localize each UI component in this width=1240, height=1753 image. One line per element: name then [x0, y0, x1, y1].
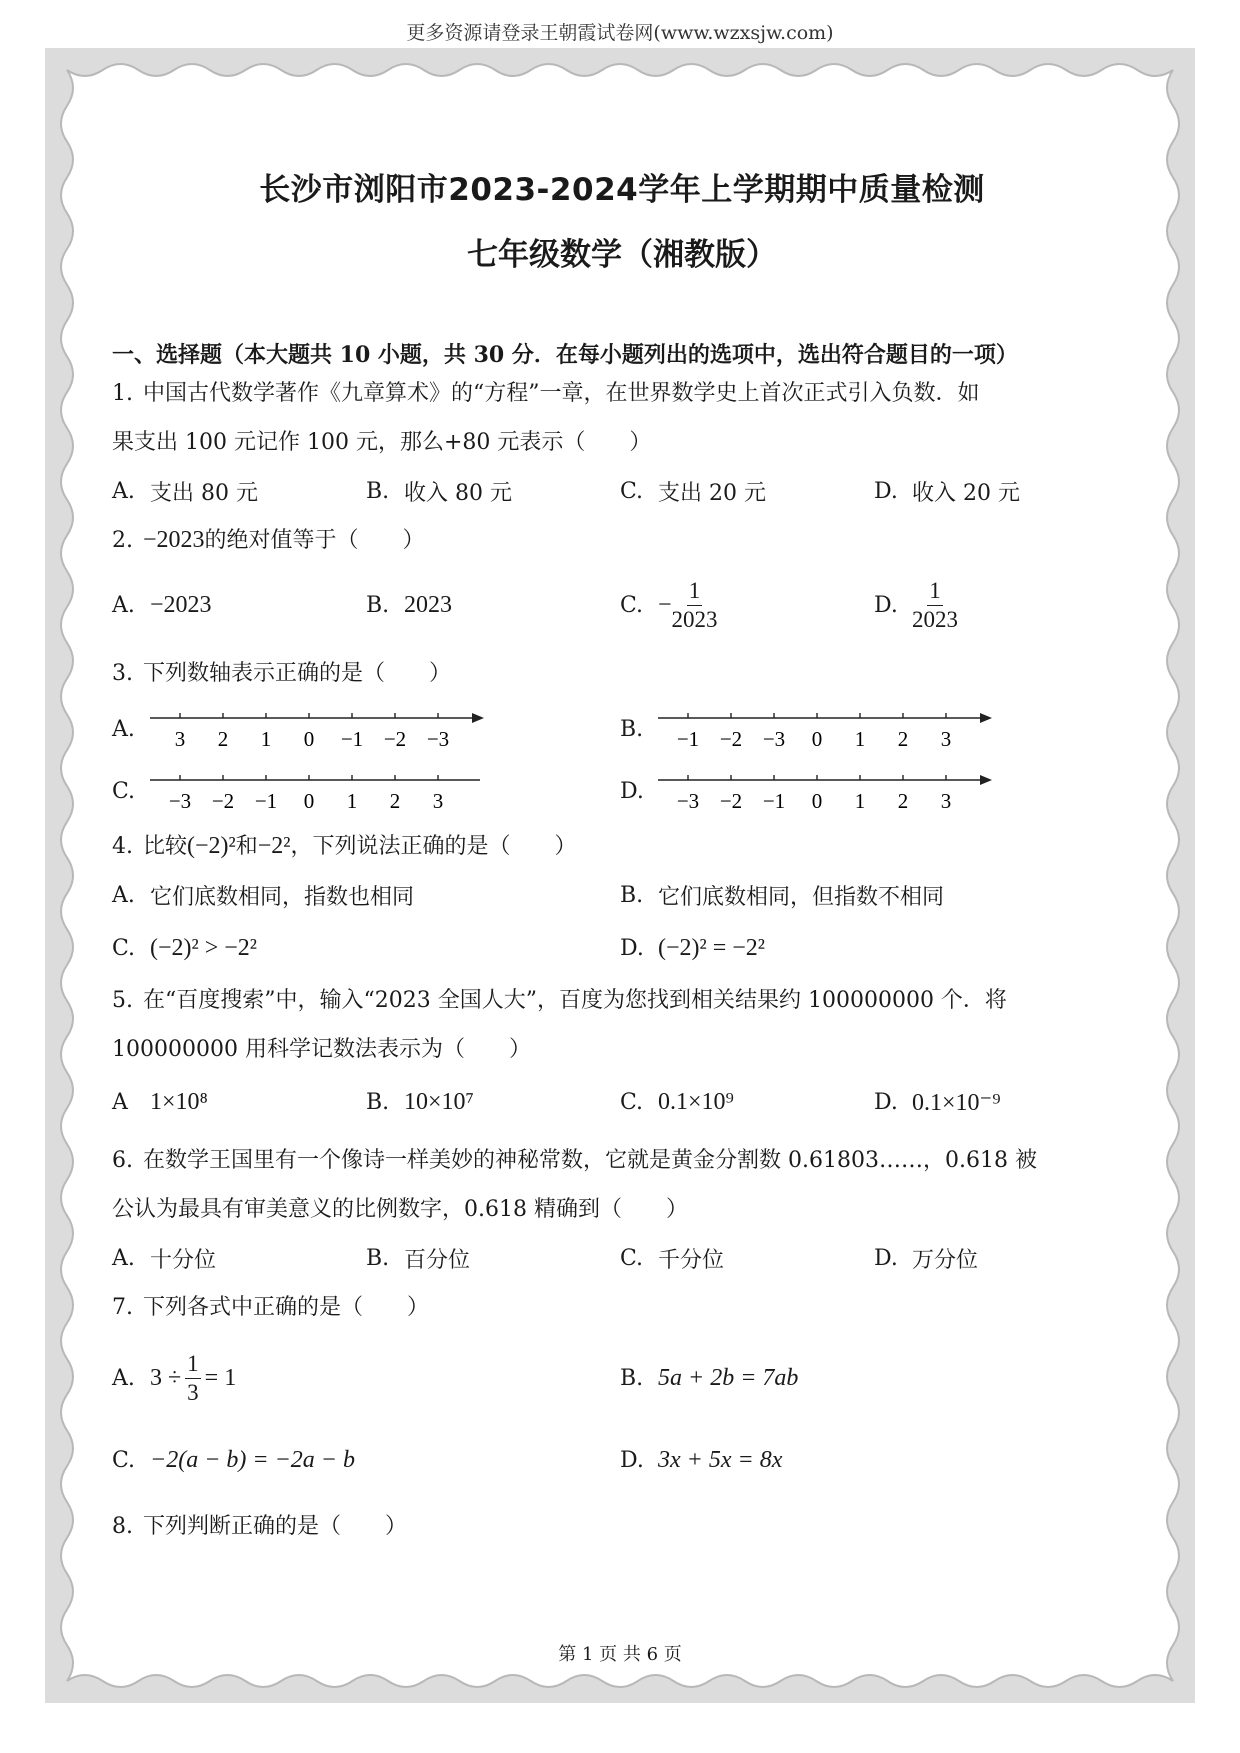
tick-label: −1: [340, 727, 364, 751]
option-d: D. −3 −2 −1 0 1 2 3: [620, 766, 1128, 816]
fraction: $\frac{1}{2023}$: [671, 577, 718, 632]
option-a: A 1×10⁸: [112, 1088, 208, 1115]
arrow-icon: [980, 713, 992, 723]
tick-label: −1: [762, 789, 786, 813]
tick-label: −3: [426, 727, 450, 751]
tick-label: 0: [303, 727, 315, 751]
question-expression: −2023: [143, 527, 205, 553]
tick-label: 1: [260, 727, 272, 751]
tick-label: −3: [676, 789, 700, 813]
tick-label: 3: [940, 789, 952, 813]
option-c: C. (−2)² > −2²: [112, 934, 257, 961]
question-8: 8. 下列判断正确的是（ ）: [112, 1514, 408, 1539]
option-d: D. 0.1×10⁻⁹: [874, 1089, 1001, 1116]
option-c: C. −3 −2 −1 0 1 2 3: [112, 766, 620, 816]
header-note: 更多资源请登录王朝霞试卷网(www.wzxsjw.com): [406, 22, 834, 44]
question-6-options: [112, 1234, 1132, 1283]
question-2: 2. −2023的绝对值等于（ ）: [112, 527, 425, 553]
option-a: A. 支出 80 元: [112, 479, 258, 506]
option-b: B. 5a + 2b = 7ab: [620, 1364, 799, 1391]
option-a: A. 十分位: [112, 1246, 217, 1273]
option-d: D. (−2)² = −2²: [620, 934, 765, 961]
fraction: $\frac{1}{2023}$: [912, 577, 958, 632]
option-d: D. $\frac{1}{2023}$: [874, 577, 958, 632]
question-3: 3. 下列数轴表示正确的是（ ）: [112, 661, 452, 686]
question-4: 4. 比较(−2)²和−2²，下列说法正确的是（ ）: [112, 833, 577, 859]
tick-label: 0: [811, 727, 823, 751]
arrow-icon: [472, 713, 484, 723]
section-heading: 一、选择题（本大题共 10 小题，共 30 分．在每小题列出的选项中，选出符合题目的一项）: [112, 342, 1018, 368]
number-line-b: [658, 704, 998, 754]
option-a: A. −2023: [112, 591, 212, 618]
tick-label: −2: [719, 789, 743, 813]
option-b: B. 它们底数相同，但指数不相同: [620, 883, 945, 910]
tick-label: 1: [854, 727, 866, 751]
tick-label: 3: [432, 789, 444, 813]
tick-label: −2: [719, 727, 743, 751]
question-4-options-cd: [112, 920, 1132, 976]
option-d: D. 万分位: [874, 1246, 979, 1273]
option-b: B. −1 −2 −3 0 1 2 3: [620, 704, 1128, 754]
option-b: B. 收入 80 元: [366, 479, 512, 506]
tick-label: 1: [346, 789, 358, 813]
question-1: [112, 369, 1132, 418]
tick-label: −3: [762, 727, 786, 751]
number-line-a: [150, 704, 490, 754]
option-d: D. 收入 20 元: [874, 479, 1020, 506]
question-number: 1.: [112, 381, 133, 406]
question-4-options-ab: [112, 871, 1132, 920]
question-3-options-ab: [112, 698, 1132, 760]
question-5-line2: 100000000 用科学记数法表示为（ ）: [112, 1037, 531, 1062]
question-5-options: [112, 1074, 1132, 1130]
tick-label: −3: [168, 789, 192, 813]
question-7-options-cd: [112, 1424, 1132, 1496]
tick-label: 2: [897, 789, 909, 813]
tick-label: 2: [897, 727, 909, 751]
option-b: B. 百分位: [366, 1246, 471, 1273]
option-a: A. 3 2 1 0 −1 −2 −3: [112, 704, 620, 754]
question-1-options: [112, 467, 1132, 516]
question-7: 7. 下列各式中正确的是（ ）: [112, 1295, 430, 1320]
tick-label: −2: [383, 727, 407, 751]
option-a: A. 3 ÷ $\frac{1}{3}$ = 1: [112, 1350, 237, 1405]
option-a: A. 它们底数相同，指数也相同: [112, 883, 415, 910]
tick-label: −1: [676, 727, 700, 751]
tick-label: −2: [211, 789, 235, 813]
option-c: C. 支出 20 元: [620, 479, 766, 506]
option-c: C. −2(a − b) = −2a − b: [112, 1446, 355, 1473]
tick-label: 1: [854, 789, 866, 813]
option-d: D. 3x + 5x = 8x: [620, 1446, 783, 1473]
arrow-icon: [980, 775, 992, 785]
exam-subtitle: 七年级数学（湘教版）: [467, 237, 777, 273]
option-c: C. 千分位: [620, 1246, 725, 1273]
tick-label: 2: [389, 789, 401, 813]
question-5: 5. 在“百度搜索”中，输入“2023 全国人大”，百度为您找到相关结果约 100000000 个．将: [112, 988, 1007, 1013]
number-line-c: [150, 766, 490, 816]
tick-label: 2: [217, 727, 229, 751]
exam-title: 长沙市浏阳市2023-2024学年上学期期中质量检测: [259, 172, 985, 208]
tick-label: 3: [174, 727, 186, 751]
question-1-line2: 果支出 100 元记作 100 元，那么+80 元表示（ ）: [112, 430, 652, 455]
number-line-d: [658, 766, 998, 816]
question-6-line2: 公认为最具有审美意义的比例数字，0.618 精确到（ ）: [112, 1197, 688, 1222]
question-7-options-ab: [112, 1332, 1132, 1424]
tick-label: 0: [303, 789, 315, 813]
question-3-options-cd: [112, 760, 1132, 822]
tick-label: −1: [254, 789, 278, 813]
option-b: B. 2023: [366, 591, 452, 618]
page-footer: 第 1 页 共 6 页: [558, 1644, 682, 1665]
option-b: B. 10×10⁷: [366, 1088, 474, 1115]
option-c: C. − $\frac{1}{2023}$: [620, 577, 718, 632]
tick-label: 0: [811, 789, 823, 813]
question-2-options: [112, 565, 1132, 645]
question-6: 6. 在数学王国里有一个像诗一样美妙的神秘常数，它就是黄金分割数 0.61803……，0.618 被: [112, 1148, 1037, 1173]
fraction: $\frac{1}{3}$: [187, 1350, 199, 1405]
tick-label: 3: [940, 727, 952, 751]
option-c: C. 0.1×10⁹: [620, 1088, 734, 1115]
question-text: 中国古代数学著作《九章算术》的“方程”一章，在世界数学史上首次正式引入负数．如: [143, 381, 980, 406]
exam-content: [112, 150, 1132, 1551]
